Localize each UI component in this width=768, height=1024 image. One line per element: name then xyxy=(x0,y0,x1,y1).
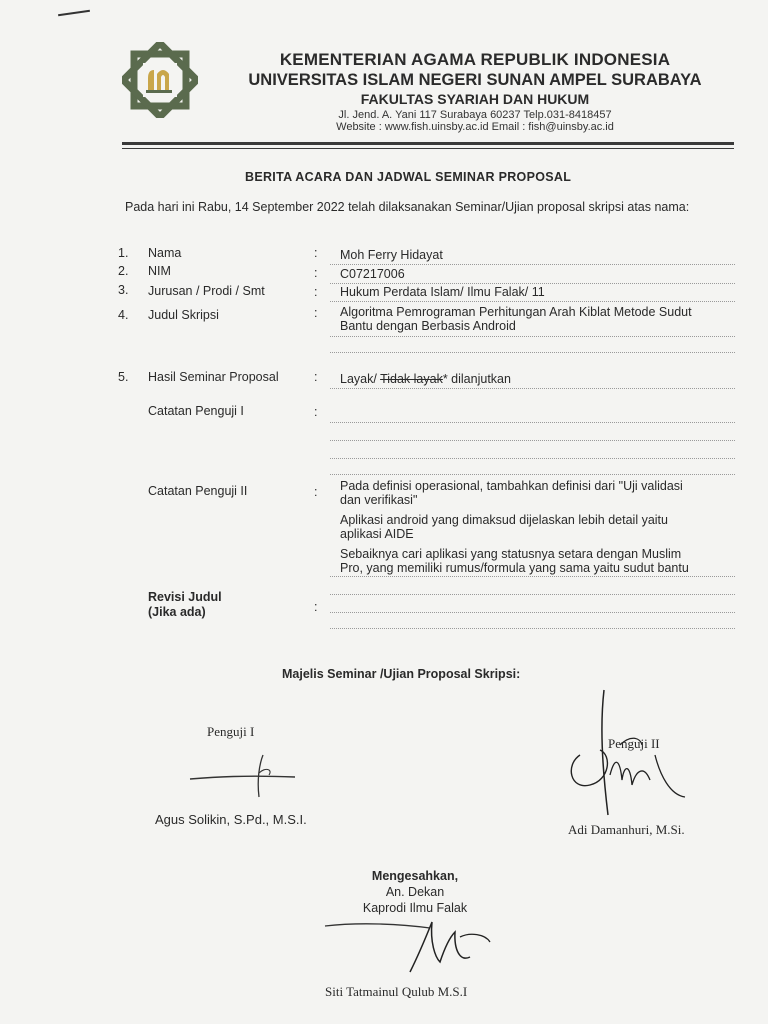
header-rule-thin xyxy=(122,148,734,149)
catatan2-line6: Pro, yang memiliki rumus/formula yang sama yaitu sudut bantu xyxy=(340,561,689,575)
colon: : xyxy=(314,485,318,499)
revisi-judul-label: Revisi Judul xyxy=(148,590,222,604)
header-rule-thick xyxy=(122,142,734,145)
penguji2-signature-icon xyxy=(560,685,690,825)
penguji1-signature-icon xyxy=(185,745,305,805)
hasil-value-struck: Tidak layak xyxy=(380,372,443,386)
catatan2-line5: Sebaiknya cari aplikasi yang statusnya setara dengan Muslim xyxy=(340,547,682,561)
university-name: UNIVERSITAS ISLAM NEGERI SUNAN AMPEL SURABAYA xyxy=(248,71,702,89)
item-number: 5. xyxy=(118,370,129,384)
dotted-line xyxy=(330,440,735,441)
document-title: BERITA ACARA DAN JADWAL SEMINAR PROPOSAL xyxy=(245,170,572,184)
penguji2-name: Adi Damanhuri, M.Si. xyxy=(568,822,685,837)
nim-value: C07217006 xyxy=(340,267,405,281)
colon: : xyxy=(314,246,318,260)
penguji1-name: Agus Solikin, S.Pd., M.S.I. xyxy=(155,812,307,827)
dotted-line xyxy=(330,594,735,595)
dotted-line xyxy=(330,576,735,577)
university-logo-icon xyxy=(122,42,198,118)
catatan2-line2: dan verifikasi" xyxy=(340,493,418,507)
item-number: 4. xyxy=(118,308,129,322)
catatan-penguji2-label: Catatan Penguji II xyxy=(148,484,248,498)
approval-role: Kaprodi Ilmu Falak xyxy=(362,901,468,915)
approval-heading: Mengesahkan, xyxy=(371,869,459,883)
penguji1-label: Penguji I xyxy=(207,724,255,739)
majelis-heading: Majelis Seminar /Ujian Proposal Skripsi: xyxy=(282,667,521,681)
hasil-label: Hasil Seminar Proposal xyxy=(148,370,279,384)
website-email: Website : www.fish.uinsby.ac.id Email : fish@uinsby.ac.id xyxy=(336,121,614,133)
hasil-value-dilanjutkan: * dilanjutkan xyxy=(442,372,511,386)
dotted-line xyxy=(330,612,735,613)
catatan2-line4: aplikasi AIDE xyxy=(340,527,414,541)
scan-mark xyxy=(58,10,90,16)
approval-on-behalf: An. Dekan xyxy=(385,885,445,899)
judul-value-line1: Algoritma Pemrograman Perhitungan Arah Kiblat Metode Sudut xyxy=(340,305,692,319)
letterhead xyxy=(215,50,735,133)
nama-value: Moh Ferry Hidayat xyxy=(340,248,443,262)
dotted-line xyxy=(330,458,735,459)
dotted-line xyxy=(330,264,735,265)
dotted-line xyxy=(330,628,735,629)
approval-block xyxy=(350,868,480,916)
nim-label: NIM xyxy=(148,264,171,278)
dotted-line xyxy=(330,336,735,337)
revisi-judul-sublabel: (Jika ada) xyxy=(148,605,206,619)
catatan2-line1: Pada definisi operasional, tambahkan definisi dari "Uji validasi xyxy=(340,479,683,493)
colon: : xyxy=(314,285,318,299)
dotted-line xyxy=(330,301,735,302)
dotted-line xyxy=(330,283,735,284)
dotted-line xyxy=(330,474,735,475)
catatan2-line3: Aplikasi android yang dimaksud dijelaskan lebih detail yaitu xyxy=(340,513,668,527)
item-number: 1. xyxy=(118,246,129,260)
colon: : xyxy=(314,266,318,280)
item-number: 3. xyxy=(118,283,129,297)
judul-label: Judul Skripsi xyxy=(148,308,219,322)
colon: : xyxy=(314,306,318,320)
dotted-line xyxy=(330,388,735,389)
intro-paragraph: Pada hari ini Rabu, 14 September 2022 telah dilaksanakan Seminar/Ujian proposal skripsi atas nama: xyxy=(125,200,690,214)
nama-label: Nama xyxy=(148,246,182,260)
judul-value-line2: Bantu dengan Berbasis Android xyxy=(340,319,516,333)
hasil-value-layak: Layak/ xyxy=(340,372,381,386)
faculty-name: FAKULTAS SYARIAH DAN HUKUM xyxy=(360,91,590,107)
item-number: 2. xyxy=(118,264,129,278)
ministry-name: KEMENTERIAN AGAMA REPUBLIK INDONESIA xyxy=(279,50,671,69)
hasil-value xyxy=(340,373,511,386)
penguji2-label: Penguji II xyxy=(608,736,660,751)
colon: : xyxy=(314,405,318,419)
address: Jl. Jend. A. Yani 117 Surabaya 60237 Telp.031-8418457 xyxy=(338,109,612,121)
colon: : xyxy=(314,600,318,614)
colon: : xyxy=(314,370,318,384)
kaprodi-signature-icon xyxy=(320,912,500,982)
catatan-penguji1-label: Catatan Penguji I xyxy=(148,404,244,418)
dotted-line xyxy=(330,422,735,423)
kaprodi-name: Siti Tatmainul Qulub M.S.I xyxy=(325,984,468,999)
jurusan-value: Hukum Perdata Islam/ Ilmu Falak/ 11 xyxy=(340,285,545,299)
jurusan-label: Jurusan / Prodi / Smt xyxy=(148,284,265,298)
dotted-line xyxy=(330,352,735,353)
